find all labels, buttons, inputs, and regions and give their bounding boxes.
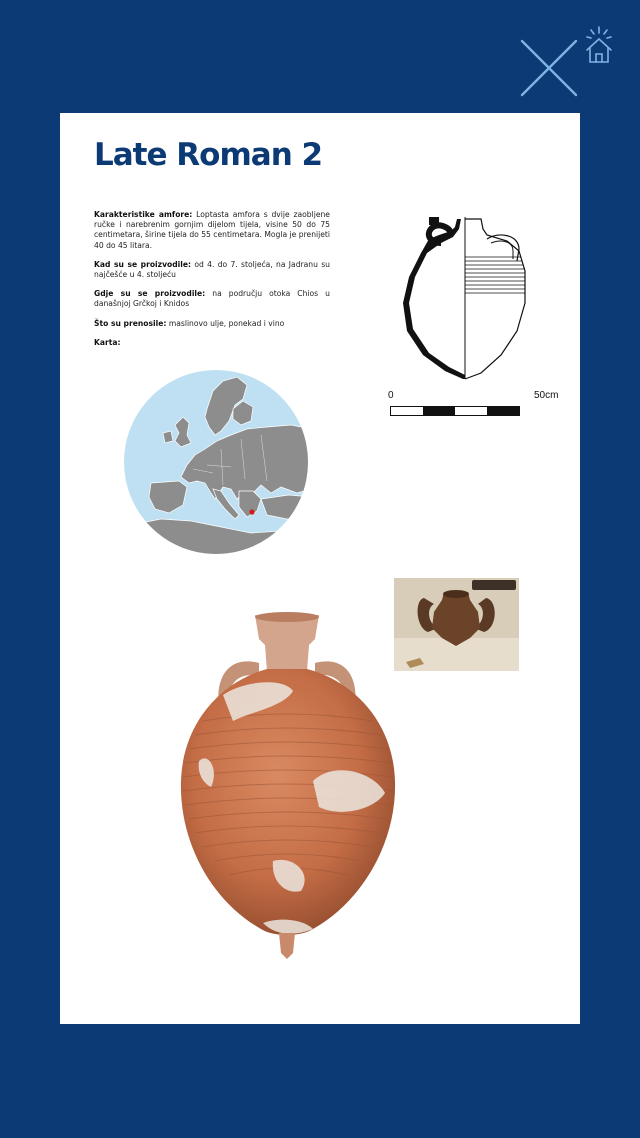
detail-label: Što su prenosile: — [94, 318, 167, 328]
amphora-details — [94, 210, 330, 357]
europe-map — [121, 369, 311, 555]
close-button[interactable] — [519, 38, 579, 98]
home-button[interactable] — [582, 24, 616, 64]
amphora-info-card — [60, 113, 580, 1024]
scale-ruler — [390, 406, 520, 416]
production-location-marker — [249, 509, 254, 514]
detail-label: Gdje su se proizvodile: — [94, 289, 206, 299]
close-icon — [519, 38, 579, 98]
detail-text: od 4. do 7. stoljeća, na Jadranu su najčešće u 4. stoljeću — [94, 259, 330, 280]
page-title: Late Roman 2 — [94, 137, 323, 173]
detail-text: maslinovo ulje, ponekad i vino — [168, 318, 285, 328]
detail-label: Karta: — [94, 337, 121, 347]
detail-contents — [94, 319, 330, 329]
home-icon — [582, 24, 616, 64]
detail-label: Karakteristike amfore: — [94, 210, 193, 219]
detail-production-place — [94, 289, 330, 309]
detail-map — [94, 338, 330, 348]
detail-production-period — [94, 260, 330, 280]
amphora-technical-drawing — [395, 213, 535, 383]
detail-text: Loptasta amfora s dvije zaobljene ručke i narebrenim gornjim dijelom tijela, visine 50 do 75 centimetara, širine tijela do 55 centimetara. Mogla je prenijeti 40 do 45 litara. — [94, 210, 330, 250]
scale-start-label: 0 — [388, 390, 394, 401]
detail-text: na području otoka Chios u današnjoj Grčkoj i Knidos — [94, 289, 330, 309]
detail-label: Kad su se proizvodile: — [94, 259, 192, 269]
detail-characteristics — [94, 210, 330, 251]
scale-bar — [386, 390, 566, 420]
amphora-photo — [163, 611, 413, 969]
scale-end-label: 50cm — [534, 390, 559, 401]
